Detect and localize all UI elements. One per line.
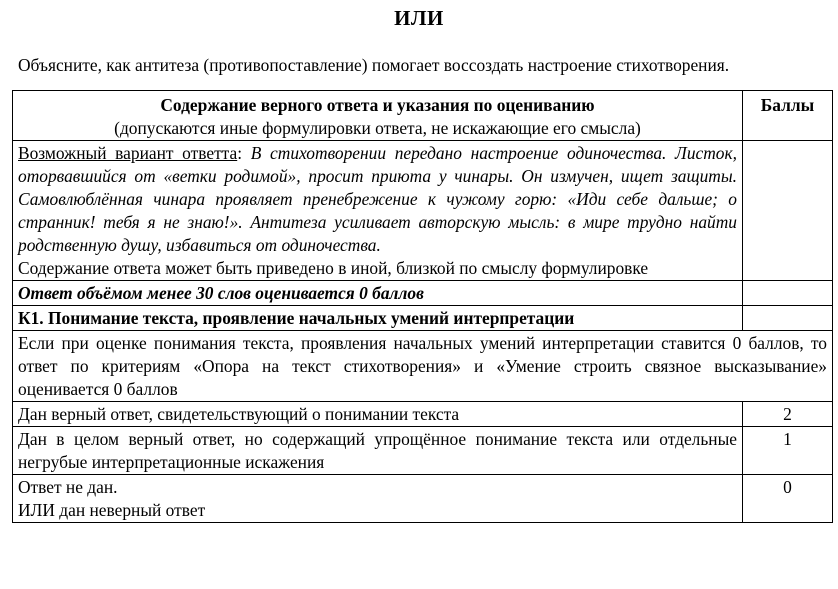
answer-row bbox=[13, 141, 833, 281]
question-text: Объясните, как антитеза (противопоставление) помогает воссоздать настроение стихотворения. bbox=[18, 55, 730, 75]
min-words-row bbox=[13, 281, 833, 306]
level-row bbox=[13, 402, 833, 427]
criterion-score-cell bbox=[743, 306, 833, 331]
header-subtitle: (допускаются иные формулировки ответа, не искажающие его смысла) bbox=[114, 118, 641, 138]
min-words-score-cell bbox=[743, 281, 833, 306]
header-title: Содержание верного ответа и указания по оцениванию bbox=[160, 95, 595, 115]
answer-text: В стихотворении передано настроение одиночества. Листок, оторвавшийся от «ветки родимой», просит приюта у чинары. Он измучен, ищет защиты. Самовлюблённая чинара проявляет пренебрежение к чужому горю: «Иди себе дальше; о странник! тебя я не знаю!». Антитеза усиливает авторскую мысль: в мире трудно найти родственную душу, избавиться от одиночества. bbox=[18, 143, 737, 255]
level-score: 2 bbox=[743, 402, 833, 427]
header-content-cell bbox=[13, 91, 743, 141]
grading-table bbox=[12, 90, 833, 523]
level-row bbox=[13, 475, 833, 523]
header-score-label: Баллы bbox=[743, 91, 833, 141]
criterion-title: К1. Понимание текста, проявление начальных умений интерпретации bbox=[13, 306, 743, 331]
min-words-rule: Ответ объёмом менее 30 слов оценивается 0 баллов bbox=[13, 281, 743, 306]
level-score: 1 bbox=[743, 427, 833, 475]
level-text-line: Ответ не дан. bbox=[18, 477, 118, 497]
criterion-rule: Если при оценке понимания текста, проявления начальных умений интерпретации ставится 0 баллов, то ответ по критериям «Опора на текст стихотворения» и «Умение строить связное высказывание» оценивается 0 баллов bbox=[13, 331, 833, 402]
level-text-cell bbox=[13, 475, 743, 523]
answer-label: Возможный вариант ответта bbox=[18, 143, 238, 163]
level-score: 0 bbox=[743, 475, 833, 523]
or-heading: ИЛИ bbox=[394, 6, 444, 30]
answer-note: Содержание ответа может быть приведено в иной, близкой по смыслу формулировке bbox=[18, 258, 649, 278]
answer-colon: : bbox=[237, 143, 243, 163]
answer-cell bbox=[13, 141, 743, 281]
level-text: Дан верный ответ, свидетельствующий о понимании текста bbox=[13, 402, 743, 427]
criterion-rule-row bbox=[13, 331, 833, 402]
answer-score-cell bbox=[743, 141, 833, 281]
level-row bbox=[13, 427, 833, 475]
table-header-row bbox=[13, 91, 833, 141]
level-text-line: ИЛИ дан неверный ответ bbox=[18, 500, 206, 520]
criterion-title-row bbox=[13, 306, 833, 331]
level-text: Дан в целом верный ответ, но содержащий упрощённое понимание текста или отдельные негрубые интерпретационные искажения bbox=[13, 427, 743, 475]
